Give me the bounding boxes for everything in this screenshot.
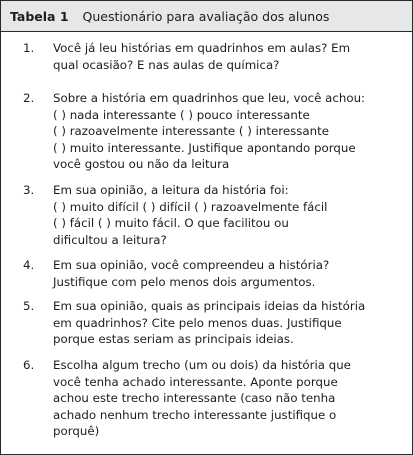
question-number: 3. [23,183,35,197]
question-number: 6. [23,358,35,372]
question-number: 5. [23,299,35,313]
table-title: Questionário para avaliação dos alunos [82,9,330,24]
table-caption [10,9,329,24]
table-header [1,1,412,32]
question-number: 1. [23,41,35,55]
question-number: 2. [23,91,35,105]
question-text: Em sua opinião, a leitura da história foi: ( ) muito difícil ( ) difícil ( ) razoavelmente fácil ( ) fácil ( ) muito fácil. O que facilitou ou dificultou a leitura? [53,183,328,247]
question-text: Você já leu histórias em quadrinhos em aulas? Em qual ocasião? E nas aulas de química? [53,41,351,72]
question-text: Sobre a história em quadrinhos que leu, você achou: ( ) nada interessante ( ) pouco interessante ( ) razoavelmente interessante ( ) interessante ( ) muito interessante. Justifique apontando porque você gostou ou não da leitura [53,91,366,171]
question-text: Em sua opinião, quais as principais ideias da história em quadrinhos? Cite pelo menos duas. Justifique porque estas seriam as principais ideias. [53,299,366,346]
table-label: Tabela 1 [10,9,69,24]
question-number: 4. [23,258,35,272]
question-text: Em sua opinião, você compreendeu a história? Justifique com pelo menos dois argumentos. [53,258,330,289]
question-text: Escolha algum trecho (um ou dois) da história que você tenha achado interessante. Aponte porque achou este trecho interessante (caso não tenha achado nenhum trecho interessante justifique o porquê) [53,358,351,438]
